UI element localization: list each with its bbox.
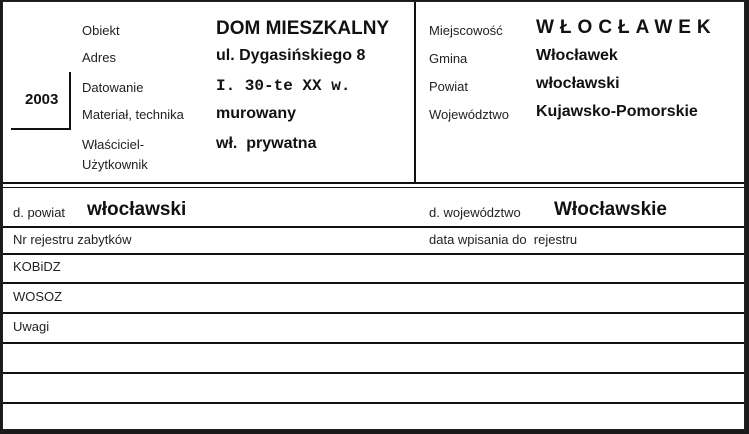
divider-vertical-main bbox=[414, 2, 416, 182]
label-datowanie: Datowanie bbox=[82, 80, 144, 95]
divider-header-bottom-2 bbox=[3, 187, 745, 188]
value-wlasciciel: wł. prywatna bbox=[216, 135, 317, 152]
label-old-wojewodztwo: d. województwo bbox=[429, 205, 521, 220]
row-line-4 bbox=[3, 312, 745, 314]
record-card bbox=[2, 1, 745, 430]
value-wojewodztwo: Kujawsko-Pomorskie bbox=[536, 103, 698, 120]
label-gmina: Gmina bbox=[429, 51, 468, 66]
value-adres: ul. Dygasińskiego 8 bbox=[216, 47, 366, 64]
value-material: murowany bbox=[216, 105, 297, 122]
label-old-powiat: d. powiat bbox=[13, 205, 66, 220]
label-uzytkownik: Użytkownik bbox=[82, 157, 148, 172]
value-old-powiat: włocławski bbox=[87, 199, 187, 220]
row-line-7 bbox=[3, 402, 745, 404]
value-miejscowosc: WŁOCŁAWEK bbox=[536, 17, 717, 38]
row-line-2 bbox=[3, 253, 745, 255]
row-line-3 bbox=[3, 282, 745, 284]
value-old-wojewodztwo: Włocławskie bbox=[554, 199, 667, 220]
label-wosoz: WOSOZ bbox=[13, 289, 63, 304]
label-uwagi: Uwagi bbox=[13, 319, 50, 334]
year-label: 2003 bbox=[25, 91, 59, 108]
value-gmina: Włocławek bbox=[536, 47, 618, 64]
label-obiekt: Obiekt bbox=[82, 23, 120, 38]
value-powiat: włocławski bbox=[536, 75, 620, 92]
divider-header-bottom bbox=[3, 182, 745, 184]
label-wojewodztwo: Województwo bbox=[429, 107, 509, 122]
label-powiat: Powiat bbox=[429, 79, 469, 94]
row-line-1 bbox=[3, 226, 745, 228]
label-kobidz: KOBiDZ bbox=[13, 259, 61, 274]
row-line-6 bbox=[3, 372, 745, 374]
year-bracket-vertical bbox=[69, 72, 71, 129]
label-material: Materiał, technika bbox=[82, 107, 184, 122]
label-wlasciciel: Właściciel- bbox=[82, 137, 145, 152]
label-registry-date: data wpisania do rejestru bbox=[429, 232, 578, 247]
year-bracket-horizontal bbox=[11, 128, 71, 130]
value-obiekt: DOM MIESZKALNY bbox=[216, 18, 390, 39]
label-miejscowosc: Miejscowość bbox=[429, 23, 503, 38]
row-line-5 bbox=[3, 342, 745, 344]
label-adres: Adres bbox=[82, 50, 116, 65]
value-datowanie: I. 30-te XX w. bbox=[216, 77, 351, 95]
label-registry-number: Nr rejestru zabytków bbox=[13, 232, 132, 247]
